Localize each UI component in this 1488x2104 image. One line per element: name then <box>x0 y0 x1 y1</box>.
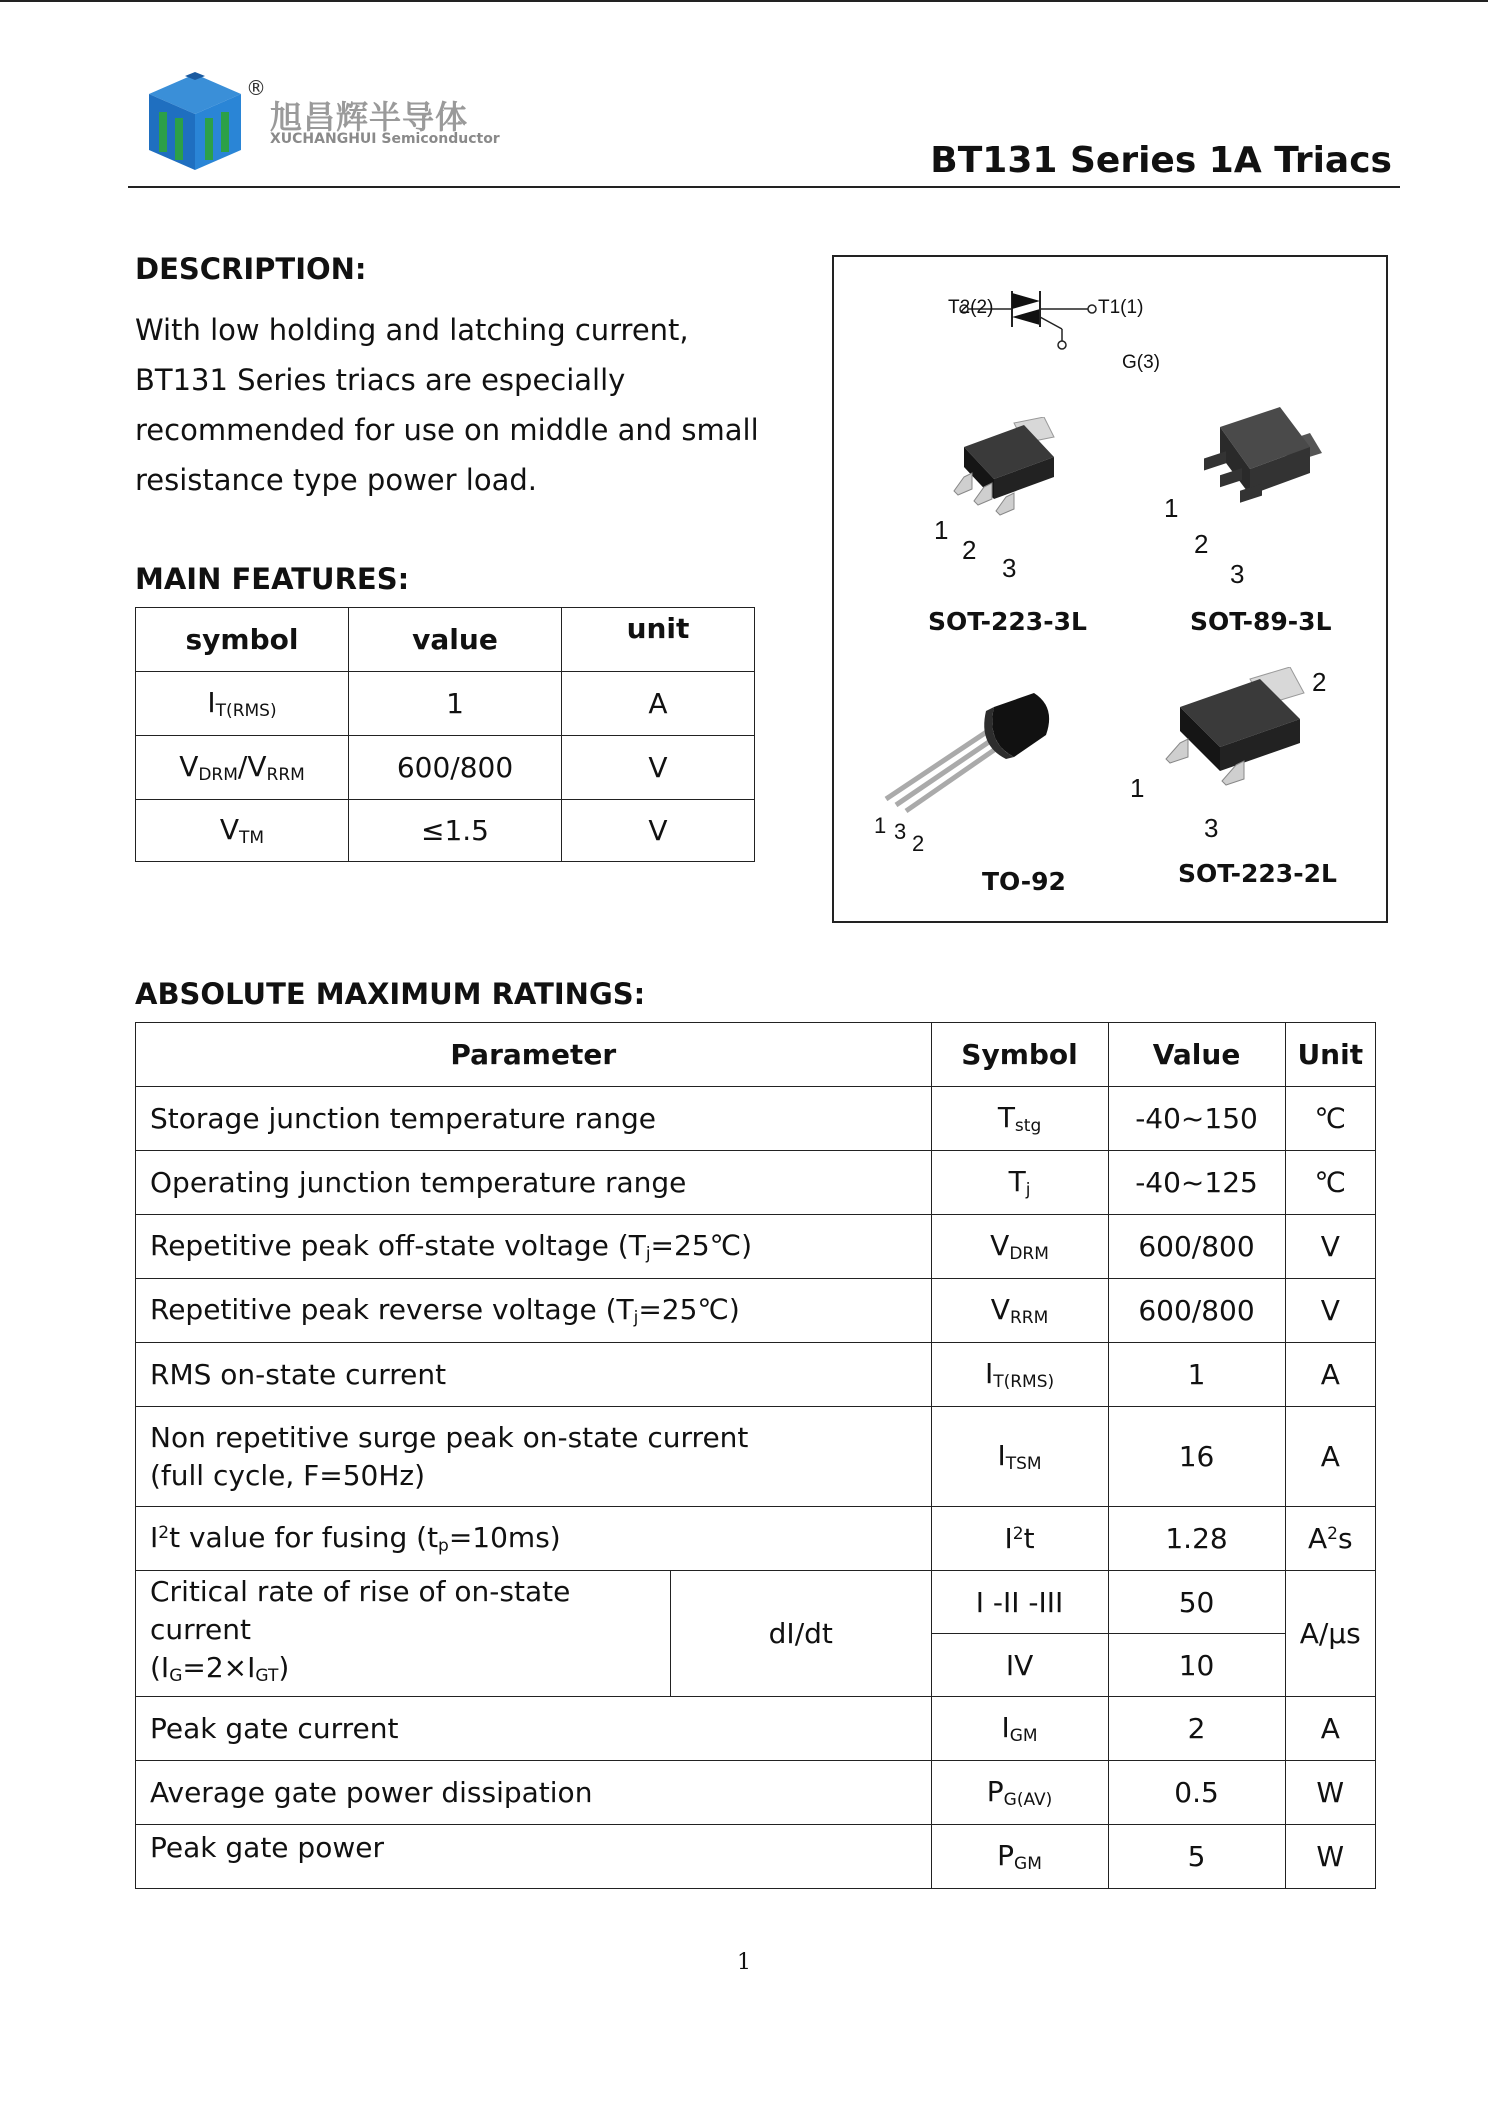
rating-parameter: RMS on-state current <box>136 1343 932 1407</box>
rating-symbol: $V_{RRM}$ <box>931 1279 1108 1343</box>
company-name-cn: 旭昌辉半导体 <box>270 98 469 136</box>
sot223-2l-label: SOT-223-2L <box>1178 859 1337 888</box>
rating-symbol: $I_{TSM}$ <box>931 1407 1108 1507</box>
rating-unit: W <box>1285 1761 1375 1825</box>
table-row <box>136 1697 1376 1761</box>
rating-symbol: $I^2t$ <box>931 1507 1108 1571</box>
registered-mark: ® <box>246 76 266 100</box>
rating-symbol: $P_{GM}$ <box>931 1825 1108 1889</box>
table-header-row <box>136 1023 1376 1087</box>
table-row <box>136 1279 1376 1343</box>
col-value: value <box>349 608 562 672</box>
document-title: BT131 Series 1A Triacs <box>930 140 1392 181</box>
sot223-3l-pin: 1 <box>934 515 949 545</box>
sot223-3l-label: SOT-223-3L <box>928 607 1087 636</box>
to92-pin: 2 <box>912 831 925 856</box>
rating-symbol: IV <box>931 1634 1108 1697</box>
to92-pin: 3 <box>894 819 907 844</box>
rating-value: 50 <box>1108 1571 1285 1634</box>
rating-parameter: Storage junction temperature range <box>136 1087 932 1151</box>
rating-symbol: $T_{stg}$ <box>931 1087 1108 1151</box>
feature-value: 1 <box>349 672 562 736</box>
rating-value: 1 <box>1108 1343 1285 1407</box>
rating-parameter: Repetitive peak off-state voltage $(T_j=25℃)$ <box>136 1215 932 1279</box>
main-features-table <box>135 607 755 862</box>
rating-unit: W <box>1285 1825 1375 1889</box>
table-row <box>136 1343 1376 1407</box>
sot223-3l-pin: 2 <box>962 535 977 565</box>
to92-package-image <box>874 687 1054 817</box>
rating-parameter: Repetitive peak reverse voltage $(T_j=25℃)$ <box>136 1279 932 1343</box>
table-row <box>136 1825 1376 1889</box>
col-unit: unit <box>562 608 755 672</box>
sot223-2l-pin: 3 <box>1204 813 1219 843</box>
sot223-3l-pin: 3 <box>1002 553 1017 583</box>
table-row <box>136 1151 1376 1215</box>
feature-unit: V <box>562 800 755 862</box>
sot223-2l-pin: 2 <box>1312 667 1327 697</box>
sot223-2l-pin: 1 <box>1130 773 1145 803</box>
sot223-3l-package-image <box>944 417 1104 537</box>
rating-symbol: $P_{G(AV)}$ <box>931 1761 1108 1825</box>
feature-symbol: $V_{TM}$ <box>136 800 349 862</box>
sot89-3l-package-image <box>1190 407 1340 527</box>
rating-symbol: I -II -III <box>931 1571 1108 1634</box>
rating-parameter: Non repetitive surge peak on-state current (full cycle, F=50Hz) <box>136 1407 932 1507</box>
table-row <box>136 1761 1376 1825</box>
to92-label: TO-92 <box>982 867 1066 896</box>
table-row <box>136 1087 1376 1151</box>
col-value: Value <box>1108 1023 1285 1087</box>
sot89-3l-pin: 2 <box>1194 529 1209 559</box>
col-symbol: Symbol <box>931 1023 1108 1087</box>
feature-symbol: $I_{T(RMS)}$ <box>136 672 349 736</box>
pin-label-t2: T2(2) <box>948 297 994 318</box>
rating-symbol: $I_{GM}$ <box>931 1697 1108 1761</box>
rating-sub-parameter: dI/dt <box>671 1571 932 1697</box>
col-parameter: Parameter <box>136 1023 932 1087</box>
rating-unit: A <box>1285 1343 1375 1407</box>
table-row <box>136 1571 1376 1634</box>
pin-label-t1: T1(1) <box>1098 297 1144 318</box>
rating-parameter: Operating junction temperature range <box>136 1151 932 1215</box>
rating-value: 2 <box>1108 1697 1285 1761</box>
company-logo <box>145 72 245 172</box>
rating-value: 0.5 <box>1108 1761 1285 1825</box>
description-text: With low holding and latching current, BT131 Series triacs are especially recommended for use on middle and small resistance type power load. <box>135 313 759 497</box>
rating-value: 10 <box>1108 1634 1285 1697</box>
rating-value: 1.28 <box>1108 1507 1285 1571</box>
header-divider <box>128 186 1400 188</box>
table-row <box>136 800 755 862</box>
rating-value: -40~125 <box>1108 1151 1285 1215</box>
rating-value: 600/800 <box>1108 1279 1285 1343</box>
feature-unit: A <box>562 672 755 736</box>
rating-parameter: $I^2t$ value for fusing $(t_p=10ms)$ <box>136 1507 932 1571</box>
description-heading: DESCRIPTION: <box>135 252 367 286</box>
table-row <box>136 1215 1376 1279</box>
to92-pin: 1 <box>874 813 887 838</box>
rating-parameter: Peak gate power <box>136 1825 932 1889</box>
rating-value: 16 <box>1108 1407 1285 1507</box>
sot89-3l-label: SOT-89-3L <box>1190 607 1332 636</box>
pin-label-g: G(3) <box>1122 352 1160 373</box>
main-features-heading: MAIN FEATURES: <box>135 562 410 596</box>
package-figure-box <box>832 255 1388 923</box>
feature-value: ≤1.5 <box>349 800 562 862</box>
rating-unit: A <box>1285 1697 1375 1761</box>
table-row <box>136 1407 1376 1507</box>
ratings-table <box>135 1022 1376 1889</box>
ratings-heading: ABSOLUTE MAXIMUM RATINGS: <box>135 977 646 1011</box>
rating-unit: V <box>1285 1215 1375 1279</box>
sot89-3l-pin: 1 <box>1164 493 1179 523</box>
logo-cube-icon <box>145 72 245 172</box>
rating-symbol: $I_{T(RMS)}$ <box>931 1343 1108 1407</box>
page-number: 1 <box>737 1950 751 1975</box>
rating-value: 600/800 <box>1108 1215 1285 1279</box>
sot223-2l-package-image <box>1150 667 1330 817</box>
company-name-en: XUCHANGHUI Semiconductor <box>270 131 500 147</box>
rating-value: -40~150 <box>1108 1087 1285 1151</box>
rating-unit: ℃ <box>1285 1151 1375 1215</box>
rating-unit: ℃ <box>1285 1087 1375 1151</box>
feature-symbol: $V_{DRM}/V_{RRM}$ <box>136 736 349 800</box>
table-row <box>136 672 755 736</box>
rating-parameter: Peak gate current <box>136 1697 932 1761</box>
rating-unit: $A^2s$ <box>1285 1507 1375 1571</box>
col-unit: Unit <box>1285 1023 1375 1087</box>
rating-symbol: $T_j$ <box>931 1151 1108 1215</box>
rating-value: 5 <box>1108 1825 1285 1889</box>
rating-unit: A <box>1285 1407 1375 1507</box>
table-header-row <box>136 608 755 672</box>
rating-unit: V <box>1285 1279 1375 1343</box>
rating-parameter: Critical rate of rise of on-state current $(I_G=2\times I_{GT})$ <box>136 1571 671 1697</box>
rating-symbol: $V_{DRM}$ <box>931 1215 1108 1279</box>
col-symbol: symbol <box>136 608 349 672</box>
rating-parameter: Average gate power dissipation <box>136 1761 932 1825</box>
table-row <box>136 1507 1376 1571</box>
table-row <box>136 736 755 800</box>
feature-value: 600/800 <box>349 736 562 800</box>
feature-unit: V <box>562 736 755 800</box>
rating-unit: A/μs <box>1285 1571 1375 1697</box>
top-border <box>0 0 1488 2</box>
sot89-3l-pin: 3 <box>1230 559 1245 589</box>
